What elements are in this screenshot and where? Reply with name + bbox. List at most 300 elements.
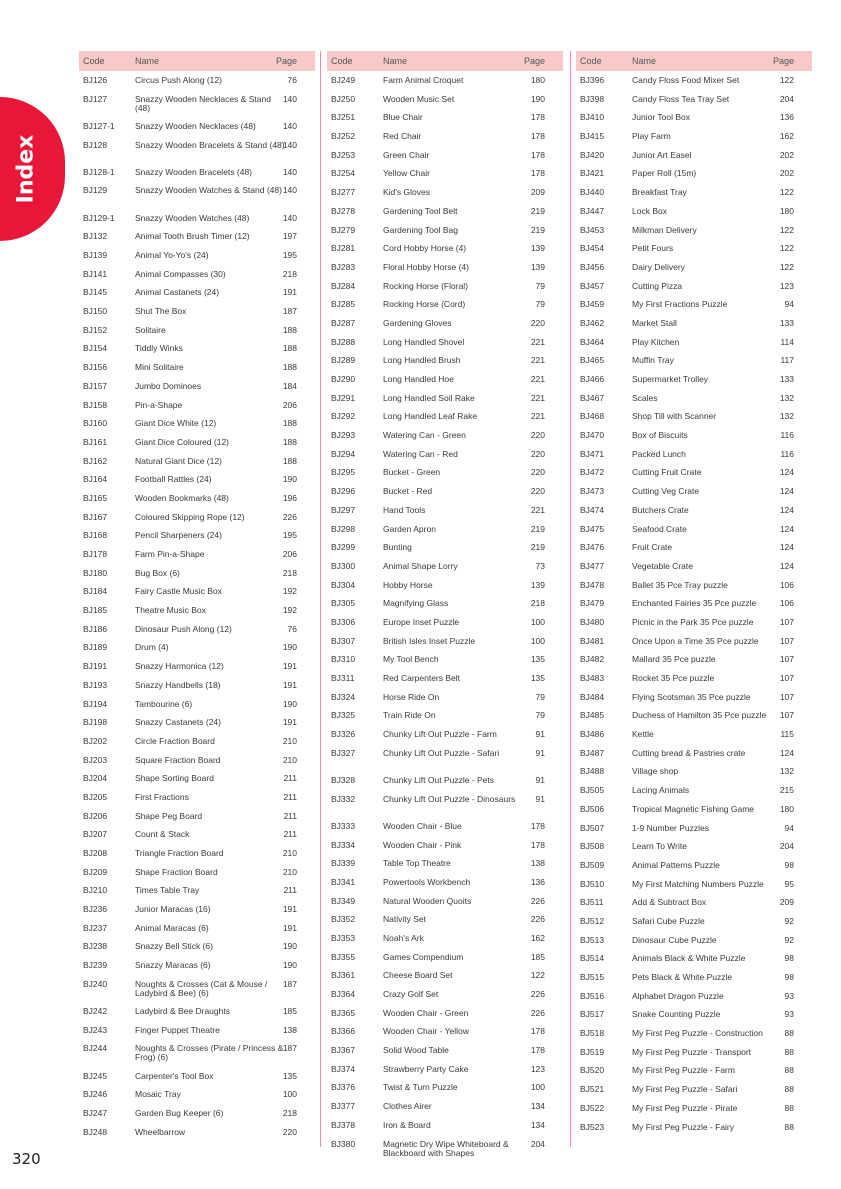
item-name: Tambourine (6) [135,698,193,709]
item-code: BJ481 [580,635,605,646]
index-row [327,127,563,146]
item-page: 116 [780,430,794,441]
index-row [327,239,563,258]
item-name: Farm Animal Croquet [383,75,464,85]
item-name: Jumbo Dominoes [135,380,202,391]
item-name: Magnifying Glass [383,598,449,609]
item-name: Noughts & Crosses (Cat & Mouse / Ladybird & Bee) (6) [135,978,268,998]
index-row [79,452,315,471]
item-code: BJ157 [83,380,108,391]
item-code: BJ459 [580,299,605,310]
item-page: 94 [784,299,794,310]
item-page: 138 [530,858,545,869]
item-name: Snazzy Wooden Necklaces (48) [135,120,256,131]
item-page: 185 [282,1006,297,1016]
item-page: 133 [779,317,794,328]
item-name: Kid's Gloves [383,187,430,198]
item-name: Cutting Veg Crate [632,486,700,497]
item-code: BJ279 [331,224,356,235]
item-page: 178 [530,168,545,179]
item-page: 100 [530,616,545,627]
item-page: 114 [780,336,794,347]
item-name: My Tool Bench [383,654,439,665]
item-name: Floral Hobby Horse (4) [383,261,469,272]
item-page: 124 [779,542,794,553]
item-name: Wooden Music Set [383,93,455,104]
item-code: BJ128-1 [83,166,115,177]
item-page: 88 [784,1046,794,1057]
item-code: BJ508 [580,841,605,852]
item-page: 190 [282,941,297,952]
index-row [79,975,315,1002]
item-code: BJ521 [580,1084,605,1095]
item-code: BJ127 [83,93,108,104]
index-row [576,370,812,389]
item-name: Add & Subtract Box [632,897,707,908]
item-page: 132 [779,411,794,422]
item-name: Train Ride On [383,710,436,721]
index-row [327,164,563,183]
item-name: Once Upon a Time 35 Pce puzzle [632,635,759,646]
item-name: Animal Castanets (24) [135,287,220,298]
item-page: 93 [784,1009,794,1020]
item-name: Noah's Ark [383,932,424,943]
index-row [327,1004,563,1023]
item-name: Strawberry Party Cake [383,1063,469,1074]
item-code: BJ380 [331,1138,356,1149]
index-row [576,1005,812,1024]
item-code: BJ193 [83,679,108,690]
index-row [576,295,812,314]
item-name: Square Fraction Board [135,754,221,765]
item-code: BJ129-1 [83,212,115,223]
item-page: 221 [530,411,545,422]
index-row [327,744,563,771]
item-name: Packed Lunch [632,448,686,459]
index-row [327,836,563,855]
item-code: BJ139 [83,250,108,260]
index-row [327,501,563,520]
item-page: 88 [784,1084,794,1095]
item-page: 76 [287,75,297,85]
index-row [327,463,563,482]
item-code: BJ520 [580,1065,605,1076]
item-page: 187 [282,1043,297,1054]
index-row [576,875,812,894]
index-row [79,825,315,844]
item-code: BJ292 [331,411,356,422]
item-code: BJ352 [331,914,356,925]
item-code: BJ512 [580,915,605,926]
item-page: 98 [784,953,794,964]
item-page: 91 [535,729,545,740]
item-page: 98 [784,972,794,982]
item-name: Animal Patterns Puzzle [632,859,720,870]
item-page: 210 [282,848,297,858]
index-row [327,650,563,669]
item-code: BJ327 [331,747,356,758]
item-page: 88 [784,1102,794,1113]
item-code: BJ251 [331,112,356,123]
index-row [576,71,812,90]
item-code: BJ281 [331,243,356,254]
item-name: Picnic in the Park 35 Pce puzzle [632,616,754,627]
item-code: BJ355 [331,951,356,962]
index-row [327,1097,563,1116]
item-page: 117 [780,355,794,366]
index-row [576,314,812,333]
item-page: 178 [530,820,545,831]
item-code: BJ468 [580,411,605,422]
item-page: 218 [530,598,545,609]
item-name: Nativity Set [383,914,426,925]
item-code: BJ483 [580,673,605,683]
index-row [79,414,315,433]
item-page: 92 [784,934,794,945]
index-row [327,790,563,817]
index-rows [79,71,315,1141]
item-name: Rocking Horse (Floral) [383,280,469,291]
item-name: Magnetic Dry Wipe Whiteboard & Blackboard with Shapes [383,1138,509,1158]
item-page: 188 [282,418,297,429]
item-code: BJ203 [83,754,108,765]
item-page: 138 [282,1024,297,1035]
item-page: 226 [530,1007,545,1018]
index-row [576,669,812,688]
item-name: My First Peg Puzzle - Farm [632,1065,735,1076]
item-name: Watering Can - Green [383,430,466,441]
column-divider [570,51,571,1147]
index-row [79,1104,315,1123]
item-code: BJ522 [580,1102,605,1113]
index-row [79,657,315,676]
index-row [576,389,812,408]
item-code: BJ311 [331,673,355,683]
column-header [327,51,563,71]
item-name: Seafood Crate [632,523,687,534]
item-name: Gardening Gloves [383,317,452,328]
item-name: Count & Stack [135,829,190,840]
item-name: Vegetable Crate [632,560,693,571]
index-row [576,968,812,987]
item-code: BJ474 [580,504,605,515]
index-row [79,900,315,919]
item-code: BJ511 [580,897,604,908]
item-code: BJ299 [331,542,356,553]
item-name: Snazzy Wooden Bracelets (48) [135,166,253,177]
index-column-1 [79,51,315,1141]
index-row [327,929,563,948]
item-code: BJ464 [580,336,605,347]
item-code: BJ162 [83,455,108,466]
item-page: 140 [282,166,297,177]
item-code: BJ158 [83,399,108,410]
item-code: BJ239 [83,960,108,971]
item-page: 132 [779,392,794,403]
index-row [576,351,812,370]
item-code: BJ305 [331,598,356,609]
item-page: 139 [530,261,545,272]
item-code: BJ304 [331,579,356,590]
item-code: BJ129 [83,185,108,196]
item-name: Mosaic Tray [135,1089,181,1100]
item-name: Cheese Board Set [383,970,453,981]
item-name: Animals Black & White Puzzle [632,953,746,964]
header-name: Name [632,56,657,66]
item-page: 202 [779,168,794,179]
item-code: BJ453 [580,224,605,235]
index-row [79,732,315,751]
item-code: BJ341 [331,876,356,887]
item-code: BJ306 [331,616,356,627]
item-page: 191 [282,904,297,915]
index-row [79,433,315,452]
item-name: Long Handled Brush [383,355,461,366]
item-page: 98 [784,859,794,870]
index-row [327,632,563,651]
index-row [576,1043,812,1062]
item-page: 220 [530,467,545,478]
item-code: BJ328 [331,774,356,785]
item-code: BJ506 [580,803,605,814]
item-code: BJ298 [331,523,356,534]
header-code: Code [580,56,602,66]
item-page: 122 [779,75,794,85]
item-name: Blue Chair [383,112,423,123]
item-page: 195 [282,530,297,541]
item-code: BJ283 [331,261,356,272]
item-name: Tiddly Winks [135,343,183,354]
item-page: 132 [779,766,794,777]
item-name: Garden Apron [383,523,436,534]
index-row [327,1116,563,1135]
item-page: 140 [282,120,297,131]
index-row [576,1061,812,1080]
index-row [79,1123,315,1142]
index-row [576,650,812,669]
item-page: 124 [779,747,794,758]
item-page: 135 [530,654,545,665]
item-code: BJ475 [580,523,605,534]
item-name: Lacing Animals [632,785,690,796]
index-row [327,258,563,277]
header-code: Code [83,56,105,66]
item-name: My First Fractions Puzzle [632,299,728,310]
item-name: Snake Counting Puzzle [632,1009,721,1020]
item-name: Shop Till with Scanner [632,411,717,422]
index-row [327,1041,563,1060]
item-code: BJ152 [83,324,108,335]
index-row [576,632,812,651]
item-code: BJ364 [331,989,356,999]
item-name: Junior Maracas (16) [135,904,211,915]
item-page: 191 [282,922,297,933]
item-page: 187 [282,978,297,989]
index-row [576,781,812,800]
index-row [79,396,315,415]
item-page: 190 [282,698,297,709]
item-name: Pin-a-Shape [135,399,183,410]
item-code: BJ247 [83,1107,108,1118]
item-name: Mallard 35 Pce puzzle [632,654,716,665]
item-name: Green Chair [383,149,430,160]
item-code: BJ209 [83,866,108,877]
index-row [576,594,812,613]
item-name: Candy Floss Food Mixer Set [632,75,740,85]
item-page: 226 [530,989,545,999]
item-name: Snazzy Wooden Watches & Stand (48) [135,185,282,196]
item-code: BJ191 [83,661,108,672]
item-name: Solid Wood Table [383,1045,449,1056]
item-code: BJ244 [83,1043,108,1054]
item-page: 191 [282,679,297,690]
item-code: BJ189 [83,642,108,653]
item-name: Junior Tool Box [632,112,690,123]
item-code: BJ246 [83,1089,108,1100]
item-page: 91 [535,747,545,758]
item-code: BJ150 [83,306,108,317]
index-row [327,1078,563,1097]
item-code: BJ480 [580,616,605,627]
index-row [327,426,563,445]
item-name: Mini Solitaire [135,362,184,373]
index-row [576,183,812,202]
item-name: Flying Scotsman 35 Pce puzzle [632,691,751,702]
item-code: BJ488 [580,766,605,777]
item-name: Europe Inset Puzzle [383,616,460,627]
index-row [576,146,812,165]
item-code: BJ326 [331,729,356,740]
item-name: Long Handled Hoe [383,374,454,384]
item-code: BJ516 [580,990,605,1001]
item-page: 204 [530,1138,545,1149]
item-name: Ladybird & Bee Draughts [135,1006,230,1016]
index-row [79,620,315,639]
item-page: 133 [779,374,794,384]
item-code: BJ160 [83,418,108,429]
index-row [576,1099,812,1118]
item-page: 107 [779,710,794,721]
item-code: BJ510 [580,878,605,889]
item-name: Alphabet Dragon Puzzle [632,990,724,1001]
item-name: Coloured Skipping Rope (12) [135,511,245,522]
item-name: Tropical Magnetic Fishing Game [632,803,755,814]
index-row [327,688,563,707]
item-page: 136 [779,112,794,123]
index-row [576,576,812,595]
item-name: Gardening Tool Bag [383,224,458,235]
item-name: Theatre Music Box [135,605,206,616]
index-row [576,127,812,146]
index-row [576,688,812,707]
index-row [576,463,812,482]
item-name: Solitaire [135,324,166,335]
item-name: Rocking Horse (Cord) [383,299,466,310]
item-code: BJ374 [331,1063,356,1074]
index-row [327,910,563,929]
item-code: BJ515 [580,972,605,982]
item-name: Drum (4) [135,642,169,653]
index-column-2 [327,51,563,1162]
index-row [327,594,563,613]
index-row [327,576,563,595]
item-code: BJ285 [331,299,356,310]
item-name: Market Stall [632,317,677,328]
item-code: BJ202 [83,735,108,746]
index-row [79,1002,315,1021]
index-row [79,769,315,788]
item-name: Circus Push Along (12) [135,75,222,85]
item-code: BJ473 [580,486,605,497]
item-page: 226 [282,511,297,522]
item-page: 124 [779,523,794,534]
item-code: BJ194 [83,698,108,709]
item-page: 221 [530,374,545,384]
item-page: 124 [779,504,794,515]
item-page: 219 [530,523,545,534]
item-name: Milkman Delivery [632,224,697,235]
item-page: 76 [287,623,297,634]
item-name: Finger Puppet Theatre [135,1024,220,1035]
item-page: 221 [530,504,545,515]
item-page: 91 [535,774,545,785]
item-code: BJ478 [580,579,605,590]
item-code: BJ253 [331,149,356,160]
index-row [327,520,563,539]
item-name: Bug Box (6) [135,567,180,578]
index-row [576,762,812,781]
index-row [576,333,812,352]
item-page: 139 [530,579,545,590]
item-page: 206 [282,549,297,559]
item-name: Shape Peg Board [135,810,203,821]
item-page: 140 [282,93,297,104]
item-name: Enchanted Fairies 35 Pce puzzle [632,598,757,609]
item-name: Junior Art Easel [632,149,692,160]
item-page: 188 [282,436,297,447]
item-name: Duchess of Hamilton 35 Pce puzzle [632,710,767,721]
item-page: 211 [283,810,297,821]
item-page: 190 [282,474,297,485]
item-name: Cutting Fruit Crate [632,467,702,478]
index-row [79,937,315,956]
item-page: 221 [530,392,545,403]
item-code: BJ185 [83,605,108,616]
index-row [79,117,315,136]
item-name: Lock Box [632,205,667,216]
item-code: BJ484 [580,691,605,702]
item-name: Wooden Chair - Pink [383,839,462,850]
item-name: Wooden Chair - Blue [383,820,462,831]
item-page: 204 [779,841,794,852]
item-code: BJ184 [83,586,108,597]
item-code: BJ456 [580,261,605,272]
item-code: BJ198 [83,717,108,728]
index-row [79,339,315,358]
item-code: BJ126 [83,75,108,85]
item-code: BJ252 [331,131,356,142]
item-name: Bucket - Green [383,467,441,478]
item-name: Kettle [632,729,654,740]
item-code: BJ210 [83,885,108,896]
item-page: 192 [282,605,297,616]
item-page: 221 [530,355,545,366]
item-code: BJ349 [331,895,356,906]
item-code: BJ376 [331,1082,356,1093]
item-page: 184 [282,380,297,391]
item-code: BJ205 [83,791,108,802]
item-code: BJ278 [331,205,356,216]
